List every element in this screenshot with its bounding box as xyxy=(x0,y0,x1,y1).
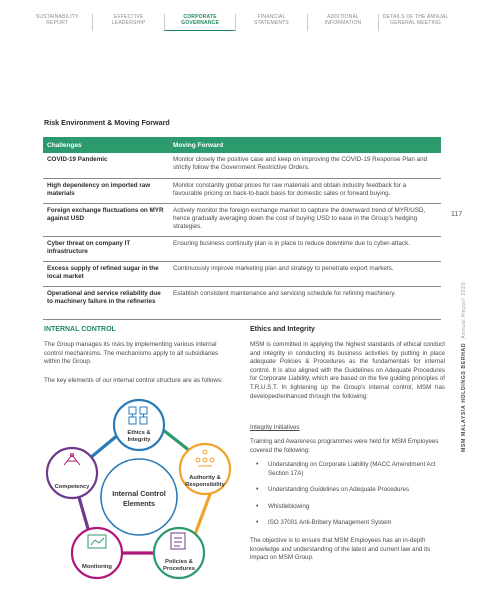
challenge-cell: High dependency on imported raw materials xyxy=(43,178,169,203)
internal-control-title: INTERNAL CONTROL xyxy=(44,326,116,333)
ethics-section-title: Ethics and Integrity xyxy=(250,326,315,333)
nav-label: INFORMATION xyxy=(324,20,362,27)
risk-section-title: Risk Environment & Moving Forward xyxy=(44,118,170,127)
internal-control-paragraph-2: The key elements of our internal control structure are as follows: xyxy=(44,377,223,384)
action-cell: Establish consistent maintenance and servicing schedule for refining machinery. xyxy=(169,286,441,319)
nav-label: REPORT xyxy=(46,20,69,27)
action-cell: Ensuring business continuity plan is in place to reduce downtime due to cyber-attack. xyxy=(169,236,441,261)
ethics-label-line2: Integrity xyxy=(127,437,151,443)
nav-label: EFFECTIVE xyxy=(114,14,144,20)
action-cell: Monitor constantly global prices for raw materials and obtain industry feedback for a favourable pricing on back-to-back basis for domestic sales or forward buying. xyxy=(169,178,441,203)
center-label-line1: Internal Control xyxy=(112,489,166,498)
policies-label-line2: Procedures xyxy=(163,566,195,572)
authority-label-line2: Responsibility xyxy=(185,482,225,488)
nav-label: CORPORATE xyxy=(183,14,217,20)
integrity-initiatives-subtitle: Integrity Initiatives xyxy=(250,424,300,431)
report-name: Annual Report 2020 xyxy=(461,281,467,339)
company-name: MSM MALAYSIA HOLDINGS BERHAD xyxy=(461,342,467,452)
action-cell: Monitor closely the positive case and keep on improving the COVID-19 Response Plan and strictly follow the Government Restrictive Orders. xyxy=(169,153,441,178)
ethics-label-line1: Ethics & xyxy=(127,430,151,436)
challenge-cell: COVID-19 Pandemic xyxy=(43,153,169,178)
nav-label: SUSTAINABILITY xyxy=(35,14,79,20)
nav-label: FINANCIAL xyxy=(257,14,286,20)
page-number: 117 xyxy=(451,211,463,218)
nav-label: GOVERNANCE xyxy=(181,20,220,27)
list-item: • Understanding on Corporate Liability (MACC Amendment Act Section 17A) xyxy=(250,461,445,478)
authority-label-line1: Authority & xyxy=(189,475,221,481)
nav-label: ADDITIONAL xyxy=(326,14,359,20)
action-cell: Actively monitor the foreign exchange market to capture the downward trend of MYR/USD, hence gradually averaging down the cost of buying USD to ease in the Group's hedging strategies. xyxy=(169,203,441,236)
challenge-cell: Operational and service reliability due to machinery failure in the refineries xyxy=(43,286,169,319)
header-challenges: Challenges xyxy=(43,137,169,153)
list-item: • Understanding Guidelines on Adequate Procedures xyxy=(250,486,445,495)
competency-label: Competency xyxy=(54,484,90,490)
nav-label: STATEMENTS xyxy=(254,20,289,27)
ethics-paragraph-2: Training and Awareness programmes were held for MSM Employees covered the following: xyxy=(250,438,439,454)
challenge-cell: Foreign exchange fluctuations on MYR against USD xyxy=(43,203,169,236)
challenge-cell: Cyber threat on company IT infrastructure xyxy=(43,236,169,261)
list-item: • ISO 37001 Anti-Bribery Management System xyxy=(250,519,445,528)
internal-control-paragraph-1: The Group manages its risks by implementing various internal control mechanisms. The mechanisms apply to all subsidiaries within the Group. xyxy=(44,341,219,366)
header-moving-forward: Moving Forward xyxy=(169,137,441,153)
training-topics-list xyxy=(250,461,445,536)
policies-label-line1: Policies & xyxy=(165,559,193,565)
nav-label: DETAILS OF THE ANNUAL xyxy=(382,14,449,20)
center-label-line2: Elements xyxy=(123,499,155,508)
nav-label: LEADERSHIP xyxy=(111,20,146,27)
nav-label: GENERAL MEETING xyxy=(390,20,442,27)
ethics-paragraph-1: MSM is committed in applying the highest standards of ethical conduct and integrity in conducting its business activities by putting in place adequate Policies & Procedures as the fundamentals for internal control. It is also aligned with the Guidelines on Adequate Procedures for Corporate Liability, which are based on the five guiding principles of T.R.U.S.T. In tightening up the Group's internal control, MSM has developed/enhanced through the following: xyxy=(250,341,445,400)
list-item: • Whistleblowing xyxy=(250,503,445,512)
monitoring-label: Monitoring xyxy=(82,564,112,570)
challenge-cell: Excess supply of refined sugar in the local market xyxy=(43,261,169,286)
ethics-paragraph-3: The objective is to ensure that MSM Employees has an in-depth knowledge and understanding of the latest and current law and its impact on MSM Group. xyxy=(250,537,431,562)
action-cell: Continuously improve marketing plan and strategy to penetrate export markets. xyxy=(169,261,441,286)
